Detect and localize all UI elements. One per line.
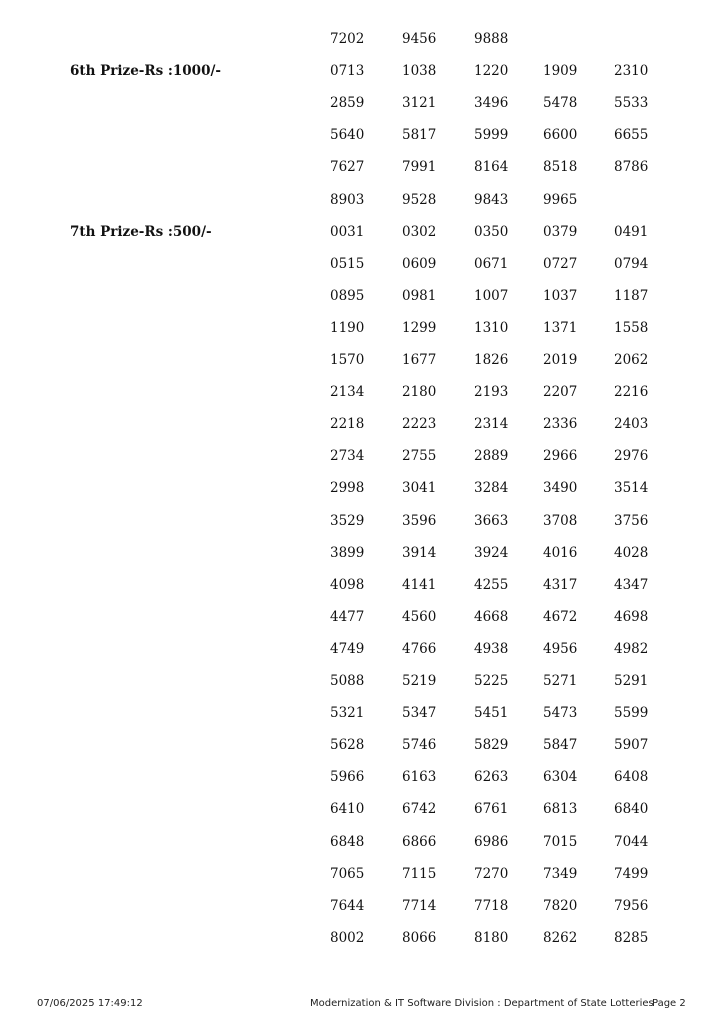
ticket-numbers [0, 927, 724, 959]
ticket-number: 6742 [402, 801, 437, 818]
ticket-number: 0727 [543, 255, 578, 272]
ticket-number: 1909 [543, 63, 578, 80]
ticket-number: 7115 [402, 865, 437, 882]
ticket-number: 4477 [330, 608, 365, 625]
prize-row [0, 863, 724, 895]
ticket-number: 4698 [614, 608, 649, 625]
ticket-numbers [0, 60, 724, 92]
ticket-number: 2134 [330, 384, 365, 401]
ticket-number: 6304 [543, 769, 578, 786]
ticket-numbers [0, 221, 724, 253]
ticket-number: 4255 [474, 576, 509, 593]
ticket-number: 2755 [402, 448, 437, 465]
ticket-number: 0794 [614, 255, 649, 272]
ticket-number: 7015 [543, 833, 578, 850]
prize-label: 7th Prize-Rs :500/- [70, 223, 212, 240]
prize-row [0, 349, 724, 381]
ticket-number: 7820 [543, 897, 578, 914]
ticket-number: 5640 [330, 127, 365, 144]
ticket-number: 2019 [543, 352, 578, 368]
ticket-number: 3596 [402, 512, 437, 529]
prize-row [0, 285, 724, 317]
ticket-number: 3284 [474, 480, 509, 497]
footer-datetime: 07/06/2025 17:49:12 [37, 998, 143, 1009]
ticket-number: 4956 [543, 640, 578, 657]
ticket-number: 4672 [543, 608, 578, 625]
ticket-number: 2216 [614, 384, 649, 401]
ticket-number: 3514 [614, 480, 649, 497]
ticket-numbers [0, 542, 724, 574]
ticket-number: 5451 [474, 705, 509, 722]
ticket-numbers [0, 92, 724, 124]
ticket-number: 9843 [474, 191, 509, 208]
prize-row [0, 381, 724, 413]
prize-label: 6th Prize-Rs :1000/- [70, 63, 222, 80]
ticket-number: 2966 [543, 448, 578, 465]
ticket-numbers [0, 253, 724, 285]
ticket-number: 3490 [543, 480, 578, 497]
ticket-number: 5599 [614, 705, 649, 722]
prize-row [0, 895, 724, 927]
ticket-number: 4141 [402, 576, 437, 593]
ticket-number: 2062 [614, 352, 649, 368]
ticket-number: 5271 [543, 673, 578, 689]
ticket-number: 1007 [474, 287, 509, 304]
ticket-number: 3914 [402, 544, 437, 561]
ticket-number: 8002 [330, 929, 365, 946]
ticket-number: 1220 [474, 63, 509, 80]
ticket-number: 4766 [402, 640, 437, 657]
ticket-number: 1299 [402, 319, 437, 336]
ticket-number: 2180 [402, 384, 437, 401]
ticket-number: 5829 [474, 737, 509, 754]
ticket-number: 0713 [330, 63, 365, 80]
prize-row [0, 92, 724, 124]
prize-row [0, 638, 724, 670]
ticket-number: 8066 [402, 929, 437, 946]
prize-row [0, 445, 724, 477]
footer-page-number: Page 2 [652, 998, 686, 1009]
ticket-number: 4668 [474, 608, 509, 625]
ticket-number: 9965 [543, 191, 578, 208]
ticket-numbers [0, 189, 724, 221]
ticket-number: 2218 [330, 416, 365, 433]
ticket-number: 3663 [474, 512, 509, 529]
ticket-number: 7044 [614, 833, 649, 850]
ticket-numbers [0, 606, 724, 638]
prize-row [0, 317, 724, 349]
ticket-number: 1310 [474, 319, 509, 336]
ticket-numbers [0, 766, 724, 798]
ticket-number: 3121 [402, 95, 437, 112]
ticket-number: 4560 [402, 608, 437, 625]
prize-row [0, 60, 724, 92]
ticket-number: 0302 [402, 223, 437, 240]
ticket-number: 2314 [474, 416, 509, 433]
ticket-number: 3899 [330, 544, 365, 561]
ticket-number: 7349 [543, 865, 578, 882]
ticket-number: 0609 [402, 255, 437, 272]
prize-row [0, 189, 724, 221]
ticket-number: 5966 [330, 769, 365, 786]
ticket-number: 4749 [330, 640, 365, 657]
ticket-number: 7718 [474, 897, 509, 914]
ticket-number: 6813 [543, 801, 578, 818]
ticket-number: 3496 [474, 95, 509, 112]
ticket-number: 2310 [614, 63, 649, 80]
ticket-number: 0350 [474, 223, 509, 240]
ticket-number: 6848 [330, 833, 365, 850]
ticket-number: 6840 [614, 801, 649, 818]
ticket-number: 2207 [543, 384, 578, 401]
ticket-number: 2336 [543, 416, 578, 433]
ticket-numbers [0, 798, 724, 830]
ticket-number: 2889 [474, 448, 509, 465]
ticket-number: 6410 [330, 801, 365, 818]
ticket-number: 8903 [330, 191, 365, 208]
ticket-number: 2403 [614, 416, 649, 433]
ticket-numbers [0, 670, 724, 702]
prize-row [0, 124, 724, 156]
ticket-numbers [0, 831, 724, 863]
ticket-numbers [0, 28, 724, 60]
prize-row [0, 574, 724, 606]
ticket-number: 5533 [614, 95, 649, 112]
ticket-number: 9456 [402, 31, 437, 47]
ticket-number: 5088 [330, 673, 365, 689]
ticket-numbers [0, 638, 724, 670]
ticket-number: 0981 [402, 287, 437, 304]
prize-row [0, 702, 724, 734]
ticket-number: 1371 [543, 319, 578, 336]
ticket-number: 5478 [543, 95, 578, 112]
ticket-numbers [0, 156, 724, 188]
ticket-number: 3529 [330, 512, 365, 529]
ticket-number: 6866 [402, 833, 437, 850]
prize-row [0, 798, 724, 830]
prize-row [0, 766, 724, 798]
ticket-number: 5907 [614, 737, 649, 754]
ticket-number: 4098 [330, 576, 365, 593]
prize-row [0, 510, 724, 542]
ticket-number: 1677 [402, 352, 437, 368]
prize-row [0, 28, 724, 60]
ticket-numbers [0, 413, 724, 445]
ticket-number: 6986 [474, 833, 509, 850]
prize-row [0, 253, 724, 285]
ticket-number: 9888 [474, 31, 509, 47]
ticket-number: 0671 [474, 255, 509, 272]
ticket-numbers [0, 124, 724, 156]
ticket-number: 1558 [614, 319, 649, 336]
prize-row [0, 831, 724, 863]
ticket-numbers [0, 510, 724, 542]
ticket-numbers [0, 349, 724, 381]
ticket-number: 0031 [330, 223, 365, 240]
ticket-number: 5817 [402, 127, 437, 144]
ticket-number: 5347 [402, 705, 437, 722]
ticket-number: 1037 [543, 287, 578, 304]
ticket-number: 5219 [402, 673, 437, 689]
ticket-number: 2193 [474, 384, 509, 401]
ticket-number: 7644 [330, 897, 365, 914]
ticket-number: 3756 [614, 512, 649, 529]
ticket-number: 0895 [330, 287, 365, 304]
ticket-number: 4028 [614, 544, 649, 561]
ticket-numbers [0, 734, 724, 766]
ticket-number: 8164 [474, 159, 509, 176]
ticket-number: 8786 [614, 159, 649, 176]
ticket-number: 9528 [402, 191, 437, 208]
ticket-numbers [0, 381, 724, 413]
prize-row [0, 927, 724, 959]
ticket-numbers [0, 863, 724, 895]
ticket-number: 7956 [614, 897, 649, 914]
prize-row [0, 606, 724, 638]
ticket-number: 8285 [614, 929, 649, 946]
prize-row [0, 477, 724, 509]
ticket-numbers [0, 895, 724, 927]
ticket-number: 3924 [474, 544, 509, 561]
ticket-number: 7202 [330, 31, 365, 47]
ticket-number: 5225 [474, 673, 509, 689]
ticket-number: 1570 [330, 352, 365, 368]
ticket-numbers [0, 317, 724, 349]
ticket-number: 7627 [330, 159, 365, 176]
ticket-number: 3041 [402, 480, 437, 497]
prize-row [0, 156, 724, 188]
ticket-number: 0379 [543, 223, 578, 240]
ticket-number: 5746 [402, 737, 437, 754]
ticket-number: 4317 [543, 576, 578, 593]
ticket-number: 1190 [330, 319, 365, 336]
prize-row [0, 542, 724, 574]
ticket-number: 6600 [543, 127, 578, 144]
ticket-numbers [0, 574, 724, 606]
ticket-number: 4347 [614, 576, 649, 593]
ticket-number: 8518 [543, 159, 578, 176]
ticket-number: 6263 [474, 769, 509, 786]
page-footer [0, 998, 724, 1014]
ticket-number: 7991 [402, 159, 437, 176]
ticket-numbers [0, 477, 724, 509]
ticket-numbers [0, 445, 724, 477]
prize-row [0, 734, 724, 766]
ticket-number: 7714 [402, 897, 437, 914]
ticket-number: 4982 [614, 640, 649, 657]
ticket-numbers [0, 702, 724, 734]
ticket-number: 7065 [330, 865, 365, 882]
ticket-number: 5847 [543, 737, 578, 754]
ticket-number: 4938 [474, 640, 509, 657]
ticket-number: 0491 [614, 223, 649, 240]
ticket-number: 6408 [614, 769, 649, 786]
ticket-number: 6163 [402, 769, 437, 786]
ticket-number: 2998 [330, 480, 365, 497]
prize-row [0, 670, 724, 702]
ticket-number: 7499 [614, 865, 649, 882]
ticket-number: 2976 [614, 448, 649, 465]
ticket-number: 6655 [614, 127, 649, 144]
ticket-number: 5473 [543, 705, 578, 722]
ticket-number: 5291 [614, 673, 649, 689]
ticket-number: 0515 [330, 255, 365, 272]
prize-row [0, 221, 724, 253]
footer-division: Modernization & IT Software Division : Department of State Lotteries [310, 998, 654, 1009]
ticket-number: 8180 [474, 929, 509, 946]
ticket-number: 1038 [402, 63, 437, 80]
ticket-number: 6761 [474, 801, 509, 818]
ticket-number: 4016 [543, 544, 578, 561]
ticket-number: 2734 [330, 448, 365, 465]
ticket-number: 5999 [474, 127, 509, 144]
ticket-number: 7270 [474, 865, 509, 882]
ticket-number: 1826 [474, 352, 509, 368]
ticket-number: 5628 [330, 737, 365, 754]
ticket-number: 8262 [543, 929, 578, 946]
ticket-number: 2223 [402, 416, 437, 433]
prize-row [0, 413, 724, 445]
ticket-number: 3708 [543, 512, 578, 529]
ticket-number: 1187 [614, 287, 649, 304]
ticket-numbers [0, 285, 724, 317]
ticket-number: 5321 [330, 705, 365, 722]
ticket-number: 2859 [330, 95, 365, 112]
